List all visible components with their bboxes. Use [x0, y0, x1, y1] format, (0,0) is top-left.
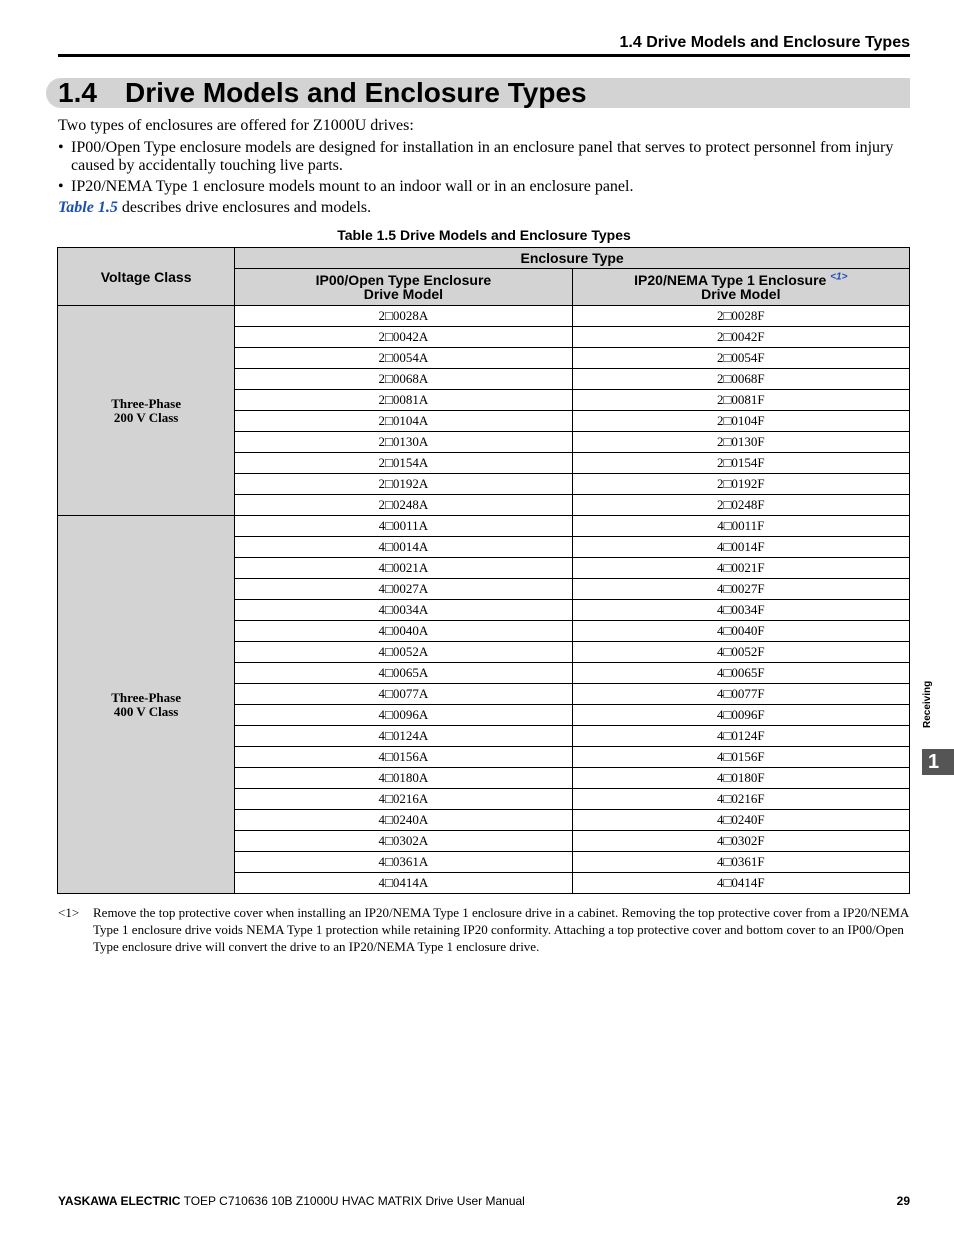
- ip20-model-cell: 4□0077F: [572, 684, 909, 705]
- ip20-model-cell: 4□0014F: [572, 537, 909, 558]
- ip00-model-cell: 4□0156A: [235, 747, 572, 768]
- page-number: 29: [896, 1194, 910, 1208]
- ip00-model-cell: 4□0124A: [235, 726, 572, 747]
- ip00-model-cell: 2□0130A: [235, 432, 572, 453]
- voltage-class-line1: Three-Phase: [111, 395, 181, 411]
- ip20-model-cell: 4□0011F: [572, 516, 909, 537]
- intro-paragraph: Two types of enclosures are offered for Z1000U drives:: [58, 117, 414, 134]
- ip00-model-cell: 2□0054A: [235, 348, 572, 369]
- header-ip20-line1: IP20/NEMA Type 1 Enclosure: [634, 272, 831, 288]
- ip00-model-cell: 4□0027A: [235, 579, 572, 600]
- ip00-model-cell: 2□0154A: [235, 453, 572, 474]
- footer-document-title: [58, 1194, 525, 1208]
- ip20-model-cell: 4□0180F: [572, 768, 909, 789]
- bullet-item: [58, 139, 910, 175]
- ip20-model-cell: 2□0248F: [572, 495, 909, 516]
- ip20-model-cell: 4□0096F: [572, 705, 909, 726]
- ip00-model-cell: 2□0042A: [235, 327, 572, 348]
- header-ip00-line1: IP00/Open Type Enclosure: [315, 272, 492, 288]
- header-ip20: [572, 269, 909, 306]
- ip00-model-cell: 4□0011A: [235, 516, 572, 537]
- ip00-model-cell: 4□0021A: [235, 558, 572, 579]
- ip20-model-cell: 2□0028F: [572, 306, 909, 327]
- table-caption: Table 1.5 Drive Models and Enclosure Types: [337, 227, 631, 243]
- ip00-model-cell: 2□0192A: [235, 474, 572, 495]
- ip00-model-cell: 2□0104A: [235, 411, 572, 432]
- ip00-model-cell: 4□0065A: [235, 663, 572, 684]
- voltage-class-cell: [58, 516, 235, 894]
- ip00-model-cell: 4□0077A: [235, 684, 572, 705]
- ip00-model-cell: 4□0240A: [235, 810, 572, 831]
- ip20-model-cell: 2□0192F: [572, 474, 909, 495]
- ip20-model-cell: 4□0156F: [572, 747, 909, 768]
- ip00-model-cell: 4□0052A: [235, 642, 572, 663]
- header-ip00-line2: Drive Model: [363, 286, 444, 302]
- table-reference-paragraph: [58, 199, 910, 217]
- header-rule: [58, 54, 910, 57]
- ip20-model-cell: 2□0054F: [572, 348, 909, 369]
- ip20-model-cell: 4□0052F: [572, 642, 909, 663]
- ip00-model-cell: 4□0034A: [235, 600, 572, 621]
- ip00-model-cell: 2□0068A: [235, 369, 572, 390]
- ip00-model-cell: 4□0302A: [235, 831, 572, 852]
- ip20-model-cell: 4□0034F: [572, 600, 909, 621]
- footnote: [58, 904, 910, 955]
- ip00-model-cell: 4□0180A: [235, 768, 572, 789]
- bullet-marker: •: [58, 178, 64, 195]
- header-enclosure-type: Enclosure Type: [235, 248, 910, 269]
- header-ip20-line2: Drive Model: [701, 286, 781, 302]
- voltage-class-line2: 200 V Class: [113, 409, 179, 425]
- table-row: [58, 306, 910, 327]
- ip20-model-cell: 4□0216F: [572, 789, 909, 810]
- section-title: [58, 76, 587, 110]
- running-header: 1.4 Drive Models and Enclosure Types: [619, 34, 910, 51]
- ip20-model-cell: 4□0021F: [572, 558, 909, 579]
- voltage-class-cell: [58, 306, 235, 516]
- ip20-model-cell: 4□0302F: [572, 831, 909, 852]
- bullet-marker: •: [58, 139, 64, 156]
- ip20-model-cell: 4□0027F: [572, 579, 909, 600]
- ip20-model-cell: 4□0240F: [572, 810, 909, 831]
- footnote-ref-link[interactable]: <1>: [830, 271, 848, 283]
- table-reference-text: describes drive enclosures and models.: [117, 199, 372, 216]
- ip00-model-cell: 2□0028A: [235, 306, 572, 327]
- ip00-model-cell: 4□0361A: [235, 852, 572, 873]
- voltage-class-line2: 400 V Class: [113, 703, 179, 719]
- ip20-model-cell: 2□0104F: [572, 411, 909, 432]
- header-ip00: [235, 269, 572, 306]
- ip20-model-cell: 2□0068F: [572, 369, 909, 390]
- ip20-model-cell: 2□0042F: [572, 327, 909, 348]
- ip20-model-cell: 4□0414F: [572, 873, 909, 894]
- section-number: 1.4: [58, 77, 97, 108]
- ip20-model-cell: 4□0124F: [572, 726, 909, 747]
- ip20-model-cell: 2□0081F: [572, 390, 909, 411]
- ip00-model-cell: 4□0040A: [235, 621, 572, 642]
- header-voltage-class: Voltage Class: [58, 248, 235, 306]
- chapter-tab: 1: [922, 749, 954, 775]
- ip00-model-cell: 4□0014A: [235, 537, 572, 558]
- drive-models-table: [57, 247, 910, 894]
- footer-doc: TOEP C710636 10B Z1000U HVAC MATRIX Drive User Manual: [180, 1194, 525, 1208]
- voltage-class-line1: Three-Phase: [111, 689, 181, 705]
- bullet-item: [58, 178, 910, 196]
- ip00-model-cell: 4□0414A: [235, 873, 572, 894]
- ip20-model-cell: 2□0130F: [572, 432, 909, 453]
- table-row: [58, 516, 910, 537]
- bullet-text: IP20/NEMA Type 1 enclosure models mount to an indoor wall or in an enclosure panel.: [71, 178, 634, 195]
- table-link[interactable]: Table 1.5: [58, 199, 118, 216]
- ip00-model-cell: 4□0096A: [235, 705, 572, 726]
- ip00-model-cell: 2□0081A: [235, 390, 572, 411]
- ip20-model-cell: 4□0065F: [572, 663, 909, 684]
- ip20-model-cell: 4□0040F: [572, 621, 909, 642]
- footer-brand: YASKAWA ELECTRIC: [58, 1194, 181, 1208]
- footnote-text: Remove the top protective cover when installing an IP20/NEMA Type 1 enclosure drive in a cabinet. Removing the top protective cover from a IP20/NEMA Type 1 enclosure drive voids NEMA Type 1 protection while retaining IP20 conformity. Attaching a top protective cover and bottom cover to an IP00/Open Type enclosure drive will convert the drive to an IP20/NEMA Type 1 enclosure drive.: [93, 905, 909, 954]
- ip00-model-cell: 4□0216A: [235, 789, 572, 810]
- footnote-mark: <1>: [58, 905, 80, 920]
- ip20-model-cell: 2□0154F: [572, 453, 909, 474]
- section-title-text: Drive Models and Enclosure Types: [125, 77, 587, 108]
- bullet-text: IP00/Open Type enclosure models are designed for installation in an enclosure panel that serves to protect personnel from injury caused by accidentally touching live parts.: [71, 139, 894, 174]
- ip00-model-cell: 2□0248A: [235, 495, 572, 516]
- side-tab-label: Receiving: [922, 680, 933, 728]
- ip20-model-cell: 4□0361F: [572, 852, 909, 873]
